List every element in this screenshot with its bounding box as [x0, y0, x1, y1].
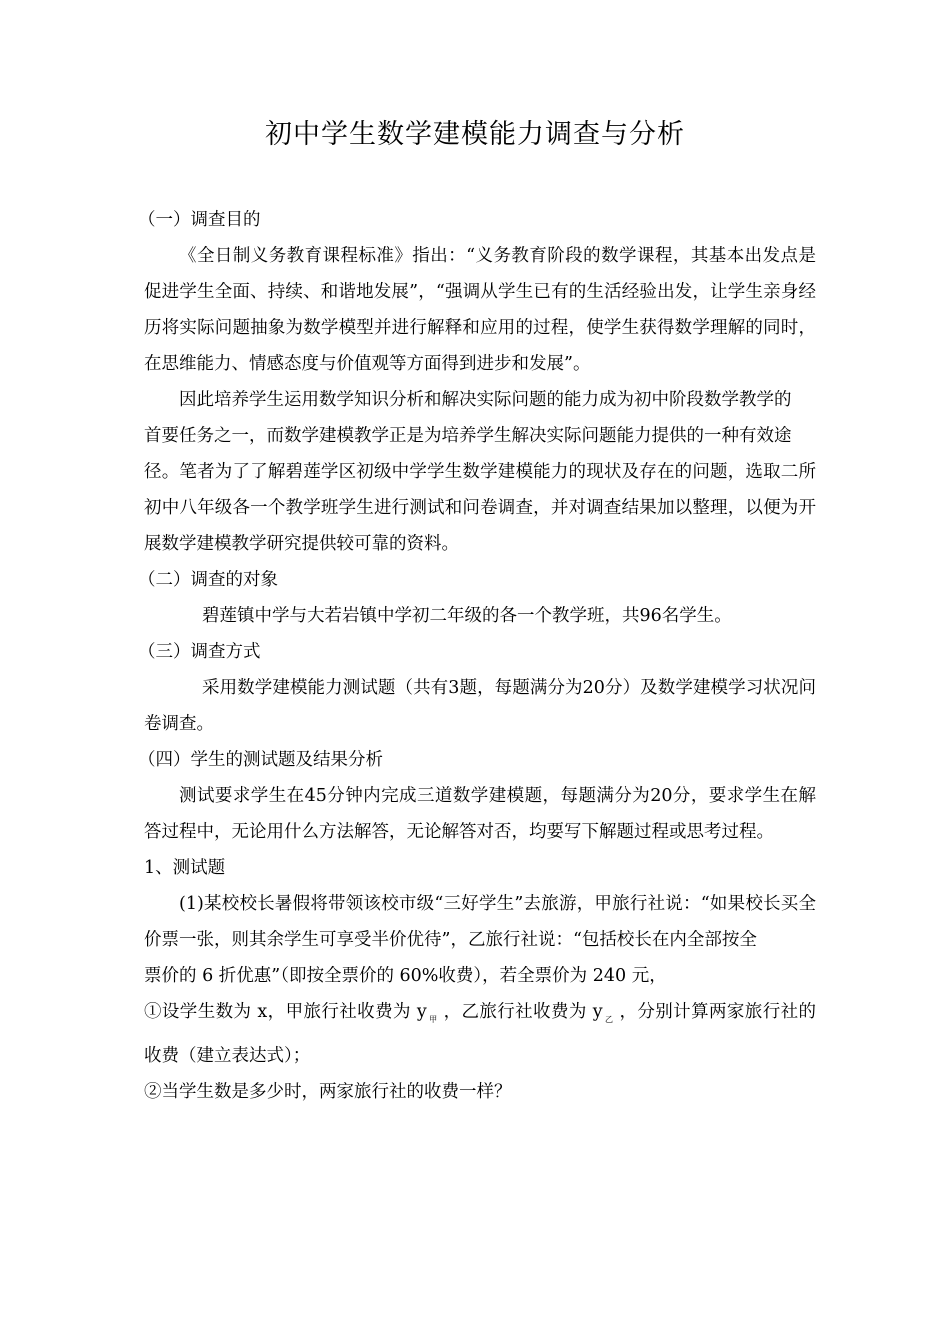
- question-1-part-1-text-a: ①设学生数为 x，甲旅行社收费为 y: [144, 1002, 427, 1022]
- question-1-line-2: 票价的 6 折优惠”（即按全票价的 60%收费），若全票价为 240 元，: [144, 966, 667, 986]
- subscript-jia: 甲: [428, 1015, 438, 1024]
- purpose-paragraph-1: 《全日制义务教育课程标准》指出：“义务教育阶段的数学课程，其基本出发点是促进学生全面、持续、和谐地发展”，“强调从学生已有的生活经验出发，让学生亲身经历将实际问题抽象为数学模型并进行解释和应用的过程，使学生获得数学理解的同时，在思维能力、情感态度与价值观等方面得到进步和发展”。: [144, 246, 816, 374]
- section-heading-method: （三）调查方式: [138, 642, 261, 662]
- question-1-part-1-text-b: ，乙旅行社收费为 y: [443, 1002, 603, 1022]
- question-1-part-2: ②当学生数是多少时，两家旅行社的收费一样？: [144, 1082, 512, 1102]
- test-paragraph: 测试要求学生在45分钟内完成三道数学建模题，每题满分为20分，要求学生在解答过程中，无论用什么方法解答，无论解答对否，均要写下解题过程或思考过程。: [144, 786, 816, 842]
- subscript-yi: 乙: [604, 1015, 614, 1024]
- method-paragraph: 采用数学建模能力测试题（共有3题，每题满分为20分）及数学建模学习状况问卷调查。: [144, 678, 816, 734]
- object-paragraph: 碧莲镇中学与大若岩镇中学初二年级的各一个教学班，共96名学生。: [202, 606, 732, 626]
- page-title: 初中学生数学建模能力调查与分析: [265, 119, 685, 150]
- document-body: [138, 202, 817, 1110]
- question-1-part-1-text-c: ，分别计算两家旅行社的收费（建立表达式）；: [144, 1002, 817, 1066]
- question-1-line-1: (1)某校校长暑假将带领该校市级“三好学生”去旅游，甲旅行社说：“如果校长买全价票一张，则其余学生可享受半价优待”，乙旅行社说：“包括校长在内全部按全: [144, 894, 816, 950]
- purpose-paragraph-2-line-1: 因此培养学生运用数学知识分析和解决实际问题的能力成为初中阶段数学教学的: [179, 390, 792, 410]
- purpose-paragraph-2-line-3: 径。笔者为了了解碧莲学区初级中学学生数学建模能力的现状及存在的问题，选取二所初中八年级各一个教学班学生进行测试和问卷调查，并对调查结果加以整理，以便为开展数学建模教学研究提供较可靠的资料。: [144, 462, 816, 554]
- question-heading: 1、测试题: [144, 858, 226, 878]
- section-heading-test: （四）学生的测试题及结果分析: [138, 750, 383, 770]
- section-heading-purpose: （一）调查目的: [138, 210, 261, 230]
- section-heading-object: （二）调查的对象: [138, 570, 278, 590]
- purpose-paragraph-2-line-2: 首要任务之一，而数学建模教学正是为培养学生解决实际问题能力提供的一种有效途: [144, 426, 792, 446]
- question-1-part-1: [144, 994, 816, 1074]
